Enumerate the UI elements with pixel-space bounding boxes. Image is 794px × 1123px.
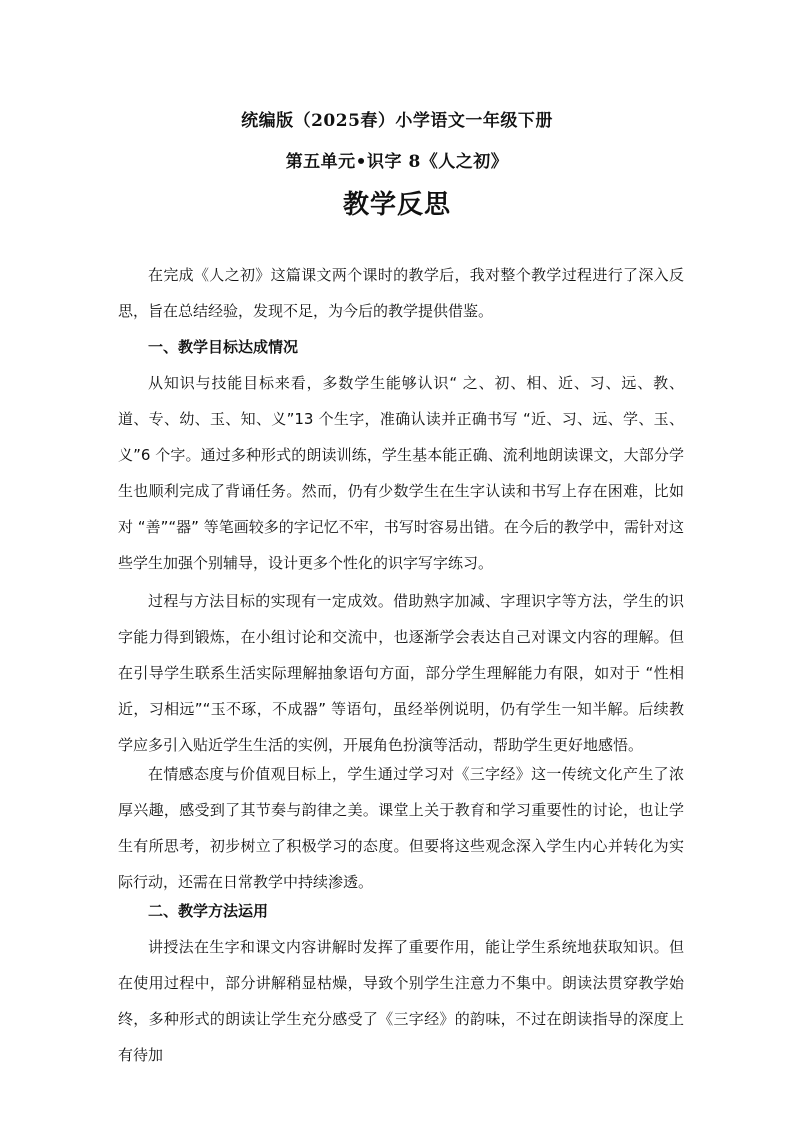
objectives-paragraph-knowledge: 从知识与技能目标来看，多数学生能够认识“ 之、初、相、近、习、远、教、道、专、幼、玉、知、义”13 个生字，准确认读并正确书写 “近、习、远、学、玉、义”6 个字。通过多种形式的朗读训练，学生基本能正确、流利地朗读课文，大部分学生也顺利完成了背诵任务。然而，仍有少数学生在生字认读和书写上存在困难，比如对 “善”“器” 等笔画较多的字记忆不牢，书写时容易出错。在今后的教学中，需针对这些学生加强个别辅导，设计更多个性化的识字写字练习。 (118, 374, 684, 572)
objectives-paragraph-process: 过程与方法目标的实现有一定成效。借助熟字加减、字理识字等方法，学生的识字能力得到锻炼，在小组讨论和交流中，也逐渐学会表达自己对课文内容的理解。但在引导学生联系生活实际理解抽象语句方面，部分学生理解能力有限，如对于 “性相近，习相远”“玉不琢，不成器” 等语句，虽经举例说明，仍有学生一知半解。后续教学应多引入贴近学生生活的实例，开展角色扮演等活动，帮助学生更好地感悟。 (118, 592, 684, 754)
objectives-paragraph-emotion: 在情感态度与价值观目标上，学生通过学习对《三字经》这一传统文化产生了浓厚兴趣，感受到了其节奏与韵律之美。课堂上关于教育和学习重要性的讨论，也让学生有所思考，初步树立了积极学习的态度。但要将这些观念深入学生内心并转化为实际行动，还需在日常教学中持续渗透。 (118, 765, 684, 891)
methods-paragraph: 讲授法在生字和课文内容讲解时发挥了重要作用，能让学生系统地获取知识。但在使用过程中，部分讲解稍显枯燥，导致个别学生注意力不集中。朗读法贯穿教学始终，多种形式的朗读让学生充分感受了《三字经》的韵味，不过在朗读指导的深度上有待加 (118, 938, 684, 1064)
lesson-title: 第五单元•识字 8《人之初》 (285, 152, 509, 172)
section-heading-methods: 二、教学方法运用 (148, 902, 269, 920)
section-heading-objectives: 一、教学目标达成情况 (148, 338, 299, 356)
document-series-title: 统编版（2025春）小学语文一年级下册 (241, 111, 553, 131)
page-title: 教学反思 (342, 190, 451, 220)
intro-paragraph: 在完成《人之初》这篇课文两个课时的教学后，我对整个教学过程进行了深入反思，旨在总结经验，发现不足，为今后的教学提供借鉴。 (118, 266, 684, 320)
